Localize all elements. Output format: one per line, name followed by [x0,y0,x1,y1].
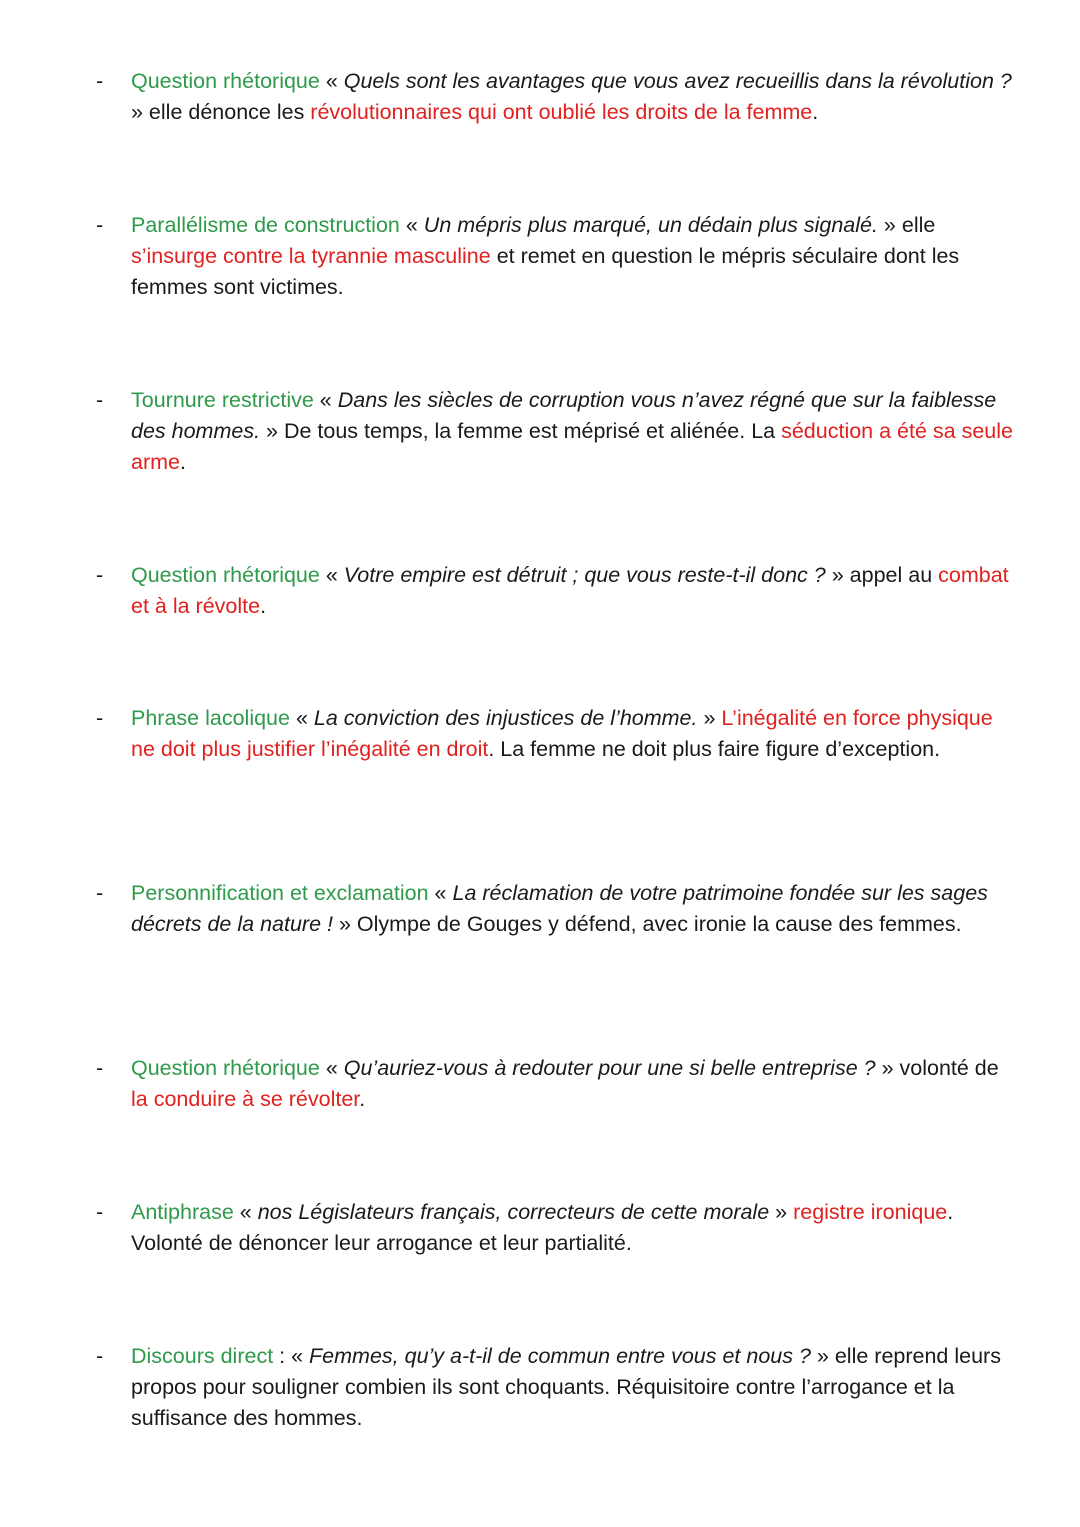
quote-open: « [319,563,344,587]
item-text [131,385,1016,478]
commentary-tail: . [260,594,267,618]
quote-text: Votre empire est détruit ; que vous reste-t-il donc ? [343,563,826,587]
bullet-dash: - [96,1056,104,1080]
item-text [131,1341,1016,1434]
quote-open: « [233,1200,258,1224]
quote-open: « [319,1056,344,1080]
bullet-dash: - [96,1200,104,1224]
quote-text: Qu’auriez-vous à redouter pour une si belle entreprise ? [343,1056,876,1080]
commentary-tail: . [359,1087,366,1111]
device-label: Personnification et exclamation [131,881,429,905]
quote-open: « [313,388,338,412]
device-label: Antiphrase [131,1200,234,1224]
commentary-text: » volonté de [875,1056,999,1080]
item-text [131,703,1016,765]
device-label: Parallélisme de construction [131,213,400,237]
quote-open: « [428,881,453,905]
commentary-tail: . Volonté de dénoncer leur arrogance et leur partialité. [131,1200,954,1255]
bullet-dash: - [96,563,104,587]
quote-open: « [399,213,424,237]
item-text [131,66,1016,128]
commentary-text: » elle reprend leurs propos pour souligner combien ils sont choquants. Réquisitoire contre l’arrogance et la suffisance des hommes. [131,1344,1001,1430]
highlight-text: registre ironique [793,1200,948,1224]
device-label: Phrase lacolique [131,706,290,730]
commentary-text: » elle dénonce les [131,100,311,124]
commentary-text: » De tous temps, la femme est méprisé et aliénée. La [260,419,782,443]
commentary-tail: . [179,450,186,474]
highlight-text: combat et à la révolte [131,563,1009,618]
bullet-dash: - [96,213,104,237]
commentary-tail: . La femme ne doit plus faire figure d’exception. [488,737,941,761]
highlight-text: la conduire à se révolter [131,1087,360,1111]
quote-text: Femmes, qu’y a-t-il de commun entre vous et nous ? [309,1344,811,1368]
commentary-tail: . [812,100,819,124]
item-text [131,1053,1016,1115]
quote-open: « [319,69,344,93]
commentary-text: » [769,1200,794,1224]
quote-text: Un mépris plus marqué, un dédain plus signalé. [423,213,878,237]
highlight-text: L’inégalité en force physique ne doit plus justifier l’inégalité en droit [131,706,993,761]
quote-open: « [289,706,314,730]
item-text [131,560,1016,622]
item-text [131,878,1016,940]
bullet-dash: - [96,706,104,730]
item-text [131,1197,1016,1259]
device-label: Question rhétorique [131,69,320,93]
quote-text: La conviction des injustices de l’homme. [313,706,698,730]
device-label: Question rhétorique [131,1056,320,1080]
commentary-text: » appel au [825,563,939,587]
bullet-dash: - [96,1344,104,1368]
device-label: Question rhétorique [131,563,320,587]
item-text [131,210,1016,303]
quote-text: Quels sont les avantages que vous avez recueillis dans la révolution ? [343,69,1012,93]
quote-text: Dans les siècles de corruption vous n’avez régné que sur la faiblesse des hommes. [131,388,997,443]
bullet-dash: - [96,388,104,412]
commentary-text: » [697,706,722,730]
quote-text: nos Législateurs français, correcteurs de cette morale [257,1200,770,1224]
bullet-dash: - [96,69,104,93]
commentary-tail: et remet en question le mépris séculaire dont les femmes sont victimes. [131,244,960,299]
quote-open: : « [273,1344,310,1368]
commentary-text: » elle [877,213,936,237]
bullet-dash: - [96,881,104,905]
device-label: Discours direct [131,1344,274,1368]
quote-text: La réclamation de votre patrimoine fondée sur les sages décrets de la nature ! [131,881,988,936]
highlight-text: s’insurge contre la tyrannie masculine [131,244,491,268]
device-label: Tournure restrictive [131,388,314,412]
commentary-text: » Olympe de Gouges y défend, avec ironie la cause des femmes. [332,912,962,936]
highlight-text: séduction a été sa seule arme [131,419,1013,474]
highlight-text: révolutionnaires qui ont oublié les droits de la femme [310,100,813,124]
